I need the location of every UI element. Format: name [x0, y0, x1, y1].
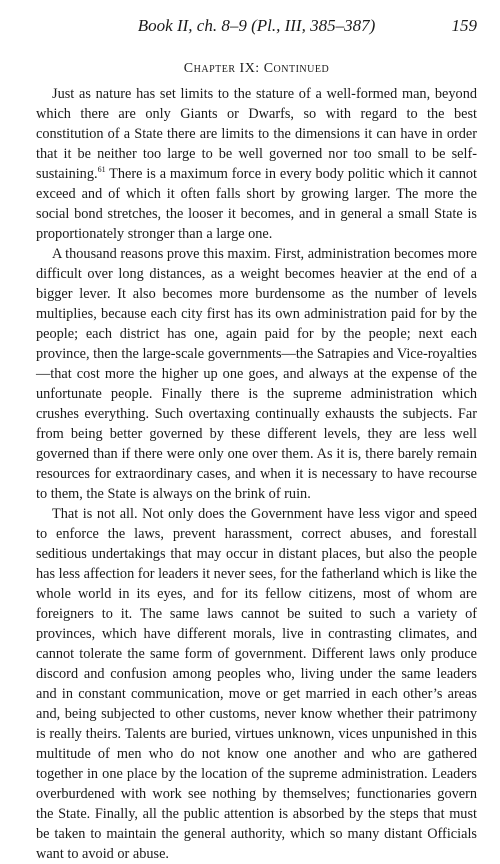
paragraph-3: That is not all. Not only does the Government have less vigor and speed to enforce the laws, prevent harassment, correct abuses, and forestall seditious undertakings that may occur in distant places, but also the people has less affection for leaders it never sees, for the fatherland which is like the whole world in its eyes, and for its fellow citizens, most of whom are foreigners to it. The same laws cannot be suited to such a variety of provinces, which have different morals, live in contrasting climates, and cannot tolerate the same form of government. Different laws only produce discord and confusion among peoples who, living under the same leaders and in constant communication, move or get married in each other’s areas and, being subjected to other customs, never know whether their patrimony is really theirs. Talents are buried, virtues unknown, vices unpunished in this multitude of men who do not know one another and who are gathered together in one place by the location of the supreme administration. Leaders overburdened with work see nothing by themselves; functionaries govern the State. Finally, all the public attention is absorbed by the steps that must be taken to maintain the general authority, which so many distant Officials want to avoid or abuse.: [36, 506, 477, 862]
running-title: Book II, ch. 8–9 (Pl., III, 385–387): [137, 16, 376, 35]
footnote-reference[interactable]: 61: [97, 165, 106, 175]
page-number: 159: [451, 16, 477, 35]
paragraph-2: A thousand reasons prove this maxim. First, administration becomes more difficult over long distances, as a weight becomes heavier at the end of a bigger lever. It also becomes more burdensome as the number of levels multiplies, because each city first has its own administration paid for by the people; each district has one, again paid for by the people; next each province, then the large-scale governments—the Satrapies and Vice-royalties—that cost more the higher up one goes, and always at the expense of the unfortunate people. Finally there is the supreme administration which crushes everything. Such overtaxing continually exhausts the subjects. Far from being better governed by these different levels, they are less well governed than if there were only one over them. As it is, there barely remain resources for extraordinary cases, and when it is necessary to have recourse to them, the State is always on the brink of ruin.: [36, 246, 477, 502]
running-header: [36, 14, 477, 38]
body-text: [36, 84, 477, 864]
book-page: [36, 14, 477, 864]
paragraph-1: [36, 84, 477, 244]
paragraph-1-text: Just as nature has set limits to the stature of a well-formed man, beyond which there are only Giants or Dwarfs, so with regard to the best constitution of a State there are limits to the dimensions it can have in order that it be neither too large to be well governed nor too small to be self-sustaining.: [36, 86, 477, 182]
paragraph-1-continuation: There is a maximum force in every body politic which it cannot exceed and of which it often falls short by growing larger. The more the social bond stretches, the looser it becomes, and in general a small State is proportionately stronger than a large one.: [36, 166, 477, 242]
chapter-heading: Chapter IX: Continued: [183, 61, 330, 76]
